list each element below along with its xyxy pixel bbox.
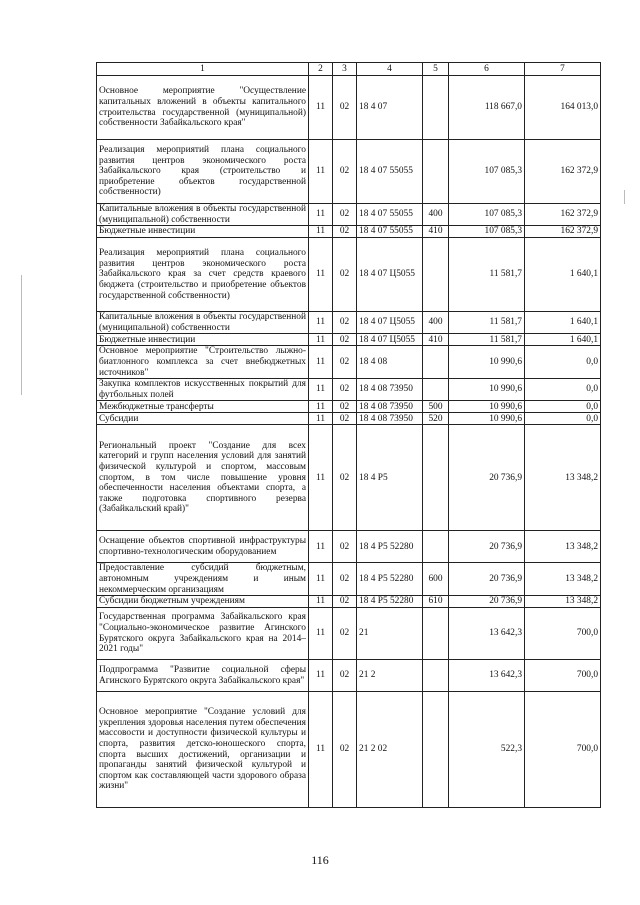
- row-target-article-cell: 18 4 P5 52280: [357, 563, 423, 596]
- row-name-cell: Капитальные вложения в объекты государственной (муниципальной) собственности: [97, 204, 309, 226]
- header-col-3: 3: [333, 63, 357, 76]
- row-target-article-cell: 18 4 P5: [357, 425, 423, 531]
- row-expense-type-cell: [423, 692, 449, 808]
- row-amount-2020-cell: 20 736,9: [449, 563, 525, 596]
- table-row: [97, 401, 601, 413]
- row-amount-2020-cell: 10 990,6: [449, 346, 525, 379]
- table-row: [97, 140, 601, 204]
- row-subsection-cell: 02: [333, 226, 357, 238]
- row-expense-type-cell: [423, 140, 449, 204]
- row-amount-2020-cell: 11 581,7: [449, 238, 525, 312]
- row-name-cell: Бюджетные инвестиции: [97, 334, 309, 346]
- row-amount-2021-cell: 13 348,2: [525, 563, 601, 596]
- table-row: [97, 563, 601, 596]
- row-target-article-cell: 18 4 P5 52280: [357, 531, 423, 563]
- row-target-article-cell: 18 4 07 55055: [357, 226, 423, 238]
- row-name-cell: Субсидии: [97, 413, 309, 425]
- row-section-cell: 11: [309, 660, 333, 692]
- row-amount-2020-cell: 10 990,6: [449, 401, 525, 413]
- row-name-cell: Бюджетные инвестиции: [97, 226, 309, 238]
- table-row: [97, 346, 601, 379]
- row-target-article-cell: 18 4 P5 52280: [357, 596, 423, 608]
- row-section-cell: 11: [309, 401, 333, 413]
- row-expense-type-cell: [423, 660, 449, 692]
- row-amount-2020-cell: 20 736,9: [449, 425, 525, 531]
- table-row: [97, 204, 601, 226]
- table-row: [97, 660, 601, 692]
- row-section-cell: 11: [309, 238, 333, 312]
- row-section-cell: 11: [309, 425, 333, 531]
- row-amount-2020-cell: 13 642,3: [449, 608, 525, 660]
- row-target-article-cell: 18 4 07 Ц5055: [357, 312, 423, 334]
- row-amount-2021-cell: 700,0: [525, 608, 601, 660]
- row-amount-2020-cell: 20 736,9: [449, 531, 525, 563]
- row-target-article-cell: 18 4 07: [357, 76, 423, 140]
- row-amount-2021-cell: 1 640,1: [525, 312, 601, 334]
- row-expense-type-cell: 520: [423, 413, 449, 425]
- row-name-cell: Региональный проект "Создание для всех категорий и групп населения условий для занятий физической культурой и спортом, массовым спортом, в том числе повышение уровня обеспеченности населения объектами спорта, а также подготовка спортивного резерва (Забайкальский край)": [97, 425, 309, 531]
- row-name-cell: Основное мероприятие "Осуществление капитальных вложений в объекты капитального строительства государственной (муниципальной) собственности Забайкальского края": [97, 76, 309, 140]
- row-amount-2020-cell: 522,3: [449, 692, 525, 808]
- table-row: [97, 596, 601, 608]
- row-subsection-cell: 02: [333, 563, 357, 596]
- row-subsection-cell: 02: [333, 660, 357, 692]
- row-subsection-cell: 02: [333, 334, 357, 346]
- row-amount-2021-cell: 1 640,1: [525, 334, 601, 346]
- row-name-cell: Капитальные вложения в объекты государственной (муниципальной) собственности: [97, 312, 309, 334]
- table-row: [97, 76, 601, 140]
- row-amount-2021-cell: 1 640,1: [525, 238, 601, 312]
- table-row: [97, 334, 601, 346]
- margin-mark: [624, 190, 625, 204]
- table-row: [97, 226, 601, 238]
- row-expense-type-cell: 400: [423, 312, 449, 334]
- row-target-article-cell: 18 4 07 Ц5055: [357, 238, 423, 312]
- row-name-cell: Реализация мероприятий плана социального развития центров экономического роста Забайкальского края (строительство и приобретение объектов государственной собственности): [97, 140, 309, 204]
- row-section-cell: 11: [309, 596, 333, 608]
- row-amount-2020-cell: 107 085,3: [449, 204, 525, 226]
- row-amount-2021-cell: 162 372,9: [525, 204, 601, 226]
- header-col-1: 1: [97, 63, 309, 76]
- row-subsection-cell: 02: [333, 401, 357, 413]
- row-amount-2020-cell: 11 581,7: [449, 312, 525, 334]
- header-row: [97, 63, 601, 76]
- table-row: [97, 608, 601, 660]
- row-name-cell: Оснащение объектов спортивной инфраструктуры спортивно-технологическим оборудованием: [97, 531, 309, 563]
- row-subsection-cell: 02: [333, 531, 357, 563]
- row-expense-type-cell: 400: [423, 204, 449, 226]
- table-row: [97, 312, 601, 334]
- budget-table: [96, 62, 601, 808]
- row-section-cell: 11: [309, 379, 333, 401]
- header-col-4: 4: [357, 63, 423, 76]
- row-amount-2020-cell: 13 642,3: [449, 660, 525, 692]
- row-section-cell: 11: [309, 334, 333, 346]
- row-subsection-cell: 02: [333, 204, 357, 226]
- row-subsection-cell: 02: [333, 140, 357, 204]
- row-section-cell: 11: [309, 531, 333, 563]
- row-target-article-cell: 18 4 07 55055: [357, 204, 423, 226]
- row-target-article-cell: 18 4 08 73950: [357, 413, 423, 425]
- row-amount-2021-cell: 700,0: [525, 692, 601, 808]
- row-expense-type-cell: 500: [423, 401, 449, 413]
- row-name-cell: Основное мероприятие "Строительство лыжно-биатлонного комплекса за счет внебюджетных источников": [97, 346, 309, 379]
- row-expense-type-cell: 410: [423, 334, 449, 346]
- row-expense-type-cell: [423, 238, 449, 312]
- row-subsection-cell: 02: [333, 76, 357, 140]
- row-name-cell: Предоставление субсидий бюджетным, автономным учреждениям и иным некоммерческим организациям: [97, 563, 309, 596]
- row-amount-2021-cell: 13 348,2: [525, 596, 601, 608]
- row-name-cell: Реализация мероприятий плана социального развития центров экономического роста Забайкальского края за счет средств краевого бюджета (строительство и приобретение объектов государственной собственности): [97, 238, 309, 312]
- row-expense-type-cell: 610: [423, 596, 449, 608]
- binding-mark: [21, 275, 22, 395]
- row-amount-2021-cell: 164 013,0: [525, 76, 601, 140]
- row-subsection-cell: 02: [333, 312, 357, 334]
- row-target-article-cell: 18 4 08 73950: [357, 379, 423, 401]
- row-expense-type-cell: [423, 425, 449, 531]
- row-target-article-cell: 18 4 08 73950: [357, 401, 423, 413]
- row-target-article-cell: 18 4 07 55055: [357, 140, 423, 204]
- row-amount-2021-cell: 162 372,9: [525, 226, 601, 238]
- row-amount-2021-cell: 700,0: [525, 660, 601, 692]
- header-col-6: 6: [449, 63, 525, 76]
- row-expense-type-cell: [423, 608, 449, 660]
- row-section-cell: 11: [309, 204, 333, 226]
- row-amount-2020-cell: 107 085,3: [449, 140, 525, 204]
- row-amount-2020-cell: 107 085,3: [449, 226, 525, 238]
- row-amount-2020-cell: 20 736,9: [449, 596, 525, 608]
- row-amount-2021-cell: 162 372,9: [525, 140, 601, 204]
- row-target-article-cell: 21 2: [357, 660, 423, 692]
- row-section-cell: 11: [309, 692, 333, 808]
- table-row: [97, 379, 601, 401]
- row-name-cell: Закупка комплектов искусственных покрытий для футбольных полей: [97, 379, 309, 401]
- row-section-cell: 11: [309, 76, 333, 140]
- table-row: [97, 692, 601, 808]
- row-section-cell: 11: [309, 312, 333, 334]
- row-amount-2020-cell: 11 581,7: [449, 334, 525, 346]
- row-amount-2021-cell: 13 348,2: [525, 425, 601, 531]
- row-amount-2021-cell: 0,0: [525, 379, 601, 401]
- header-col-5: 5: [423, 63, 449, 76]
- row-subsection-cell: 02: [333, 346, 357, 379]
- page-number: 116: [311, 853, 329, 867]
- row-section-cell: 11: [309, 226, 333, 238]
- table-row: [97, 531, 601, 563]
- row-subsection-cell: 02: [333, 425, 357, 531]
- row-section-cell: 11: [309, 346, 333, 379]
- row-section-cell: 11: [309, 608, 333, 660]
- row-expense-type-cell: 600: [423, 563, 449, 596]
- row-amount-2021-cell: 0,0: [525, 401, 601, 413]
- header-col-7: 7: [525, 63, 601, 76]
- row-subsection-cell: 02: [333, 379, 357, 401]
- row-name-cell: Основное мероприятие "Создание условий для укрепления здоровья населения путем обеспечения массовости и доступности физической культуры и спорта, развития детско-юношеского спорта, спорта высших достижений, организации и пропаганды занятий физической культурой и спортом как составляющей части здорового образа жизни": [97, 692, 309, 808]
- row-section-cell: 11: [309, 563, 333, 596]
- row-target-article-cell: 21 2 02: [357, 692, 423, 808]
- row-amount-2021-cell: 0,0: [525, 413, 601, 425]
- row-amount-2020-cell: 118 667,0: [449, 76, 525, 140]
- row-expense-type-cell: [423, 76, 449, 140]
- row-expense-type-cell: [423, 531, 449, 563]
- row-name-cell: Субсидии бюджетным учреждениям: [97, 596, 309, 608]
- table-row: [97, 238, 601, 312]
- row-target-article-cell: 18 4 07 Ц5055: [357, 334, 423, 346]
- row-target-article-cell: 18 4 08: [357, 346, 423, 379]
- row-amount-2020-cell: 10 990,6: [449, 379, 525, 401]
- row-subsection-cell: 02: [333, 692, 357, 808]
- table-row: [97, 413, 601, 425]
- row-amount-2021-cell: 13 348,2: [525, 531, 601, 563]
- row-amount-2020-cell: 10 990,6: [449, 413, 525, 425]
- row-amount-2021-cell: 0,0: [525, 346, 601, 379]
- row-subsection-cell: 02: [333, 413, 357, 425]
- row-section-cell: 11: [309, 413, 333, 425]
- row-subsection-cell: 02: [333, 608, 357, 660]
- row-name-cell: Государственная программа Забайкальского края "Социально-экономическое развитие Агинского Бурятского округа Забайкальского края на 2014–2021 годы": [97, 608, 309, 660]
- header-col-2: 2: [309, 63, 333, 76]
- row-subsection-cell: 02: [333, 238, 357, 312]
- row-expense-type-cell: [423, 379, 449, 401]
- row-target-article-cell: 21: [357, 608, 423, 660]
- table-header: [97, 63, 601, 76]
- table-body: [97, 76, 601, 808]
- row-expense-type-cell: [423, 346, 449, 379]
- row-name-cell: Подпрограмма "Развитие социальной сферы Агинского Бурятского округа Забайкальского края": [97, 660, 309, 692]
- row-section-cell: 11: [309, 140, 333, 204]
- row-name-cell: Межбюджетные трансферты: [97, 401, 309, 413]
- row-expense-type-cell: 410: [423, 226, 449, 238]
- row-subsection-cell: 02: [333, 596, 357, 608]
- table-row: [97, 425, 601, 531]
